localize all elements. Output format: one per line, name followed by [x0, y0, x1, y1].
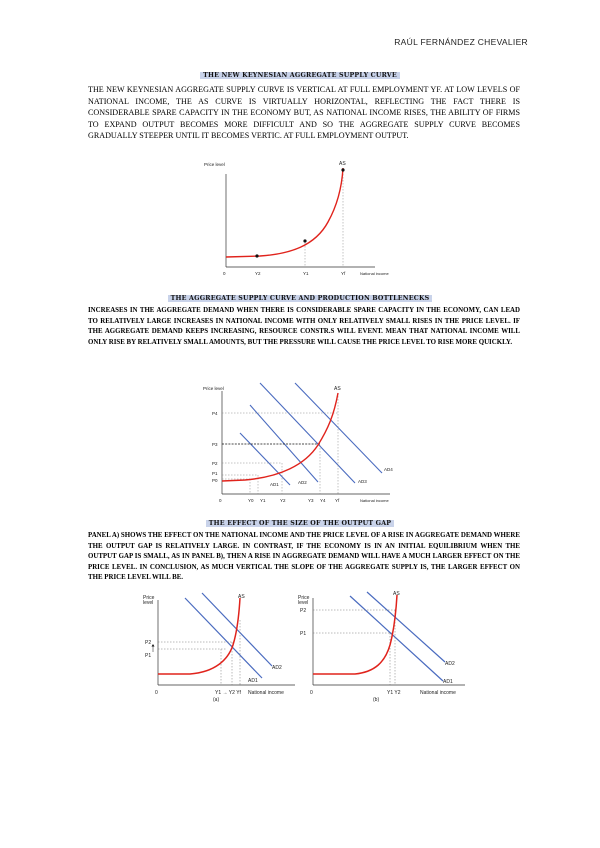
x-axis-label: National income [248, 690, 284, 696]
x-ticks: Y1 Y2 [387, 690, 401, 696]
p1-label: P1 [300, 631, 307, 637]
p2-label: P2 [300, 608, 307, 614]
y-axis-label: Price level [203, 386, 224, 391]
section-title-1: THE NEW KEYNESIAN AGGREGATE SUPPLY CURVE [0, 72, 600, 79]
y-axis-label: Price level [204, 162, 225, 167]
origin-label: 0 [310, 690, 313, 696]
as-label: AS [238, 594, 245, 600]
ad1-label: AD1 [248, 678, 258, 684]
x-tick-y1: Y1 [303, 271, 309, 276]
panel-caption-b: (b) [373, 697, 380, 703]
section-title-3: THE EFFECT OF THE SIZE OF THE OUTPUT GAP [0, 520, 600, 527]
ad-lines [240, 383, 382, 485]
origin-label: 0 [219, 498, 222, 503]
as-curve [226, 168, 343, 257]
as-label: AS [339, 161, 346, 167]
x-axis-label: National income [360, 271, 389, 276]
y-axis-label: Price [298, 595, 310, 601]
p2-label: P2 [145, 640, 152, 646]
y-tick-p2: P2 [212, 461, 218, 466]
section-body-1: THE NEW KEYNESIAN AGGREGATE SUPPLY CURVE IS VERTICAL AT FULL EMPLOYMENT YF. AT LOW LEVELS OF NATIONAL INCOME, THE AS CURVE IS VIRTUALLY HORIZONTAL, REFLECTING THE FACT THERE IS CONSIDERABLE SPARE CAPACITY IN THE ECONOMY BUT, AS NATIONAL INCOME RISES, THE ABILITY OF FIRMS TO EXPAND OUTPUT BECOMES MORE DIFFICULT AND SO THE AGGREGATE SUPPLY CURVE BECOMES GRADUALLY STEEPER UNTIL IT BECOMES VERTIC. AT FULL EMPLOYMENT OUTPUT. [88, 85, 520, 141]
y-axis-label-2: level [143, 600, 154, 606]
x-ticks: Y1 → Y2 Yf [215, 690, 241, 696]
as-label: AS [334, 386, 341, 392]
x-axis-label: National income [420, 690, 456, 696]
origin-label: 0 [223, 271, 226, 276]
ad-lines [350, 592, 445, 681]
ad2-label: AD2 [272, 665, 282, 671]
as-curve [222, 393, 338, 481]
ad4-label: AD4 [384, 467, 393, 472]
x-tick-y4: Y4 [320, 498, 326, 503]
author-name: RAÚL FERNÁNDEZ CHEVALIER [394, 37, 528, 47]
figure-3b-small-output-gap [295, 590, 470, 710]
panel-caption-a: (a) [213, 697, 220, 703]
y-tick-p1: P1 [212, 471, 218, 476]
x-tick-y2: Y2 [255, 271, 261, 276]
figure-1-as-curve [200, 160, 410, 280]
section-body-2: INCREASES IN THE AGGREGATE DEMAND WHEN THERE IS CONSIDERABLE SPARE CAPACITY IN THE ECONOMY, CAN LEAD TO RELATIVELY LARGE INCREASES IN NATIONAL INCOME WITH ONLY RELATIVELY SMALL RISES IN THE PRICE LEVEL. IF THE AGGREGATE DEMAND KEEPS INCREASING, RESOURCE CONSTR.S WILL EVENT. MEAN THAT NATIONAL INCOME WILL ONLY RISE BY RELATIVELY SMALL AMOUNTS, BUT THE PRESSURE WILL CAUSE THE PRICE LEVEL TO RISE MORE QUICKLY. [88, 307, 520, 346]
ad2-label: AD2 [298, 480, 307, 485]
x-tick-yf: Yf [341, 271, 346, 276]
ad2-label: AD2 [445, 661, 455, 667]
x-tick-y0: Y0 [248, 498, 254, 503]
y-axis-label-2: level [298, 600, 309, 606]
x-tick-yf: Yf [335, 498, 340, 503]
ad3-label: AD3 [358, 479, 367, 484]
p1-label: P1 [145, 653, 152, 659]
y-tick-p3: P3 [212, 442, 218, 447]
section-body-3: PANEL A) SHOWS THE EFFECT ON THE NATIONAL INCOME AND THE PRICE LEVEL OF A RISE IN AGGREGATE DEMAND WHERE THE OUTPUT GAP IS RELATIVELY LARGE. IN CONTRAST, IF THE ECONOMY IS IN AN INITIAL EQUILIBRIUM WHEN THE OUTPUT GAP IS SMALL, AS IN PANEL B), THEN A RISE IN AGGREGATE DEMAND WILL HAVE A MUCH LARGER EFFECT ON THE PRICE LEVEL. IN CONCLUSION, AS MUCH VERTICAL THE SLOPE OF THE AGGREGATE SUPPLY IS, THE LARGER EFFECT ON THE PRICE LEVEL WILL BE. [88, 532, 520, 582]
section-title-2: THE AGGREGATE SUPPLY CURVE AND PRODUCTION BOTTLENECKS [0, 295, 600, 302]
ad1-label: AD1 [443, 679, 453, 685]
y-axis-label: Price [143, 595, 155, 601]
x-tick-y1: Y1 [260, 498, 266, 503]
as-curve [158, 598, 240, 674]
origin-label: 0 [155, 690, 158, 696]
ad-lines [185, 593, 272, 678]
y-tick-p4: P4 [212, 411, 218, 416]
figure-3a-large-output-gap [140, 590, 300, 710]
x-axis-label: National income [360, 498, 389, 503]
ad1-label: AD1 [270, 482, 279, 487]
x-tick-y3: Y3 [308, 498, 314, 503]
as-label: AS [393, 591, 400, 597]
x-tick-y2: Y2 [280, 498, 286, 503]
y-tick-p0: P0 [212, 478, 218, 483]
figure-2-bottlenecks [200, 385, 410, 505]
